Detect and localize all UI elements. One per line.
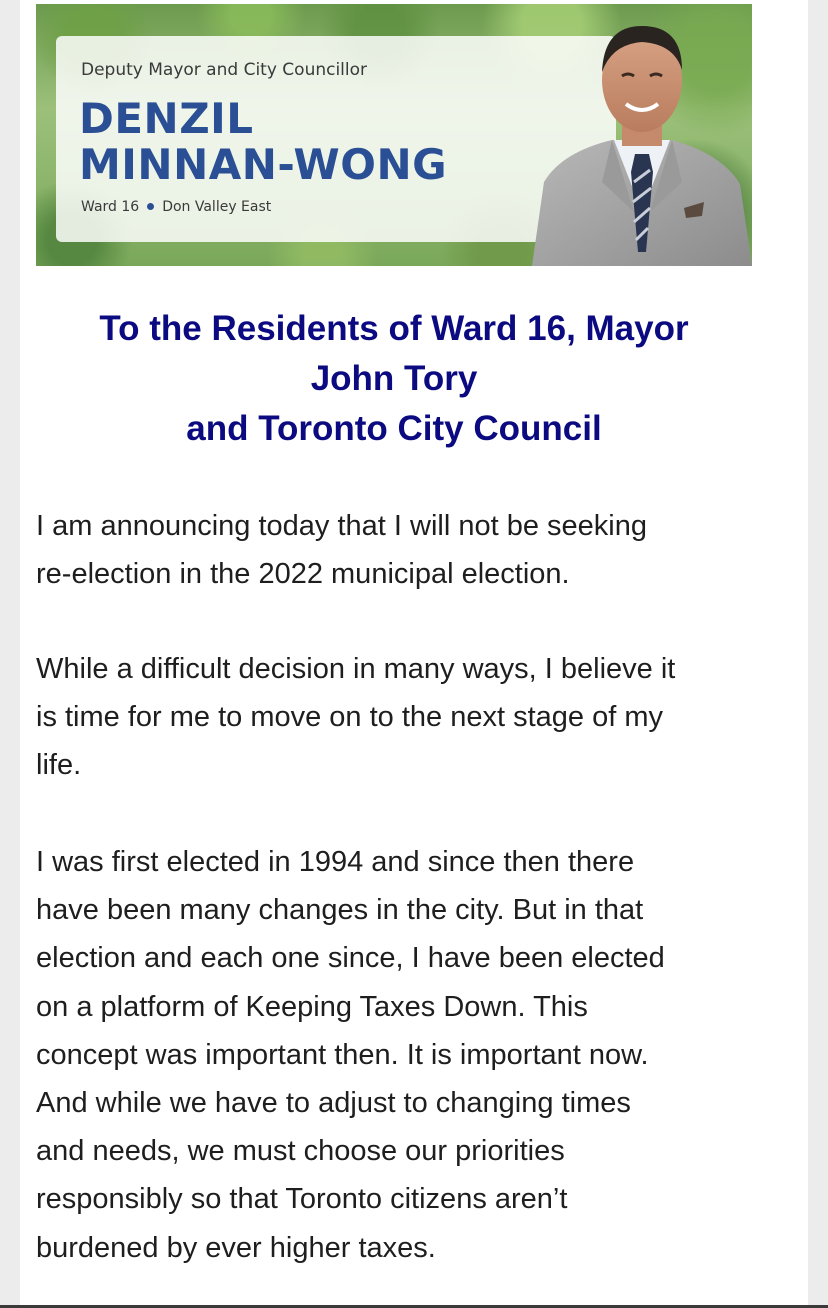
- banner-name-last: MINNAN-WONG: [79, 140, 448, 189]
- banner-ward-line: [81, 199, 271, 215]
- header-banner: [36, 4, 752, 266]
- paragraph-decision: [36, 645, 756, 790]
- banner-name-first: DENZIL: [79, 94, 254, 143]
- text-line: concept was important then. It is important now.: [36, 1038, 649, 1071]
- letter-heading: [36, 304, 752, 454]
- text-line: election and each one since, I have been elected: [36, 942, 665, 975]
- text-line: burdened by ever higher taxes.: [36, 1231, 436, 1264]
- councillor-portrait-image: [522, 12, 752, 266]
- text-line: responsibly so that Toronto citizens aren’t: [36, 1183, 568, 1216]
- paragraph-history: [36, 838, 756, 1272]
- banner-ward: Ward 16: [81, 199, 140, 215]
- banner-subtitle: Deputy Mayor and City Councillor: [81, 60, 368, 80]
- heading-line-3: and Toronto City Council: [186, 409, 602, 448]
- heading-line-2: John Tory: [310, 359, 478, 398]
- bullet-dot-icon: [147, 203, 154, 210]
- text-line: And while we have to adjust to changing times: [36, 1087, 631, 1120]
- text-line: re-election in the 2022 municipal election.: [36, 558, 570, 591]
- text-line: is time for me to move on to the next stage of my: [36, 701, 663, 734]
- banner-area: Don Valley East: [162, 199, 272, 215]
- text-line: I am announcing today that I will not be seeking: [36, 510, 647, 542]
- paragraph-announcement: [36, 502, 756, 598]
- text-line: and needs, we must choose our priorities: [36, 1135, 565, 1168]
- text-line: life.: [36, 749, 82, 782]
- heading-line-1: To the Residents of Ward 16, Mayor: [99, 309, 689, 348]
- text-line: While a difficult decision in many ways, I believe it: [36, 653, 676, 685]
- text-line: I was first elected in 1994 and since then there: [36, 846, 635, 878]
- text-line: on a platform of Keeping Taxes Down. This: [36, 990, 588, 1023]
- text-line: have been many changes in the city. But in that: [36, 894, 644, 927]
